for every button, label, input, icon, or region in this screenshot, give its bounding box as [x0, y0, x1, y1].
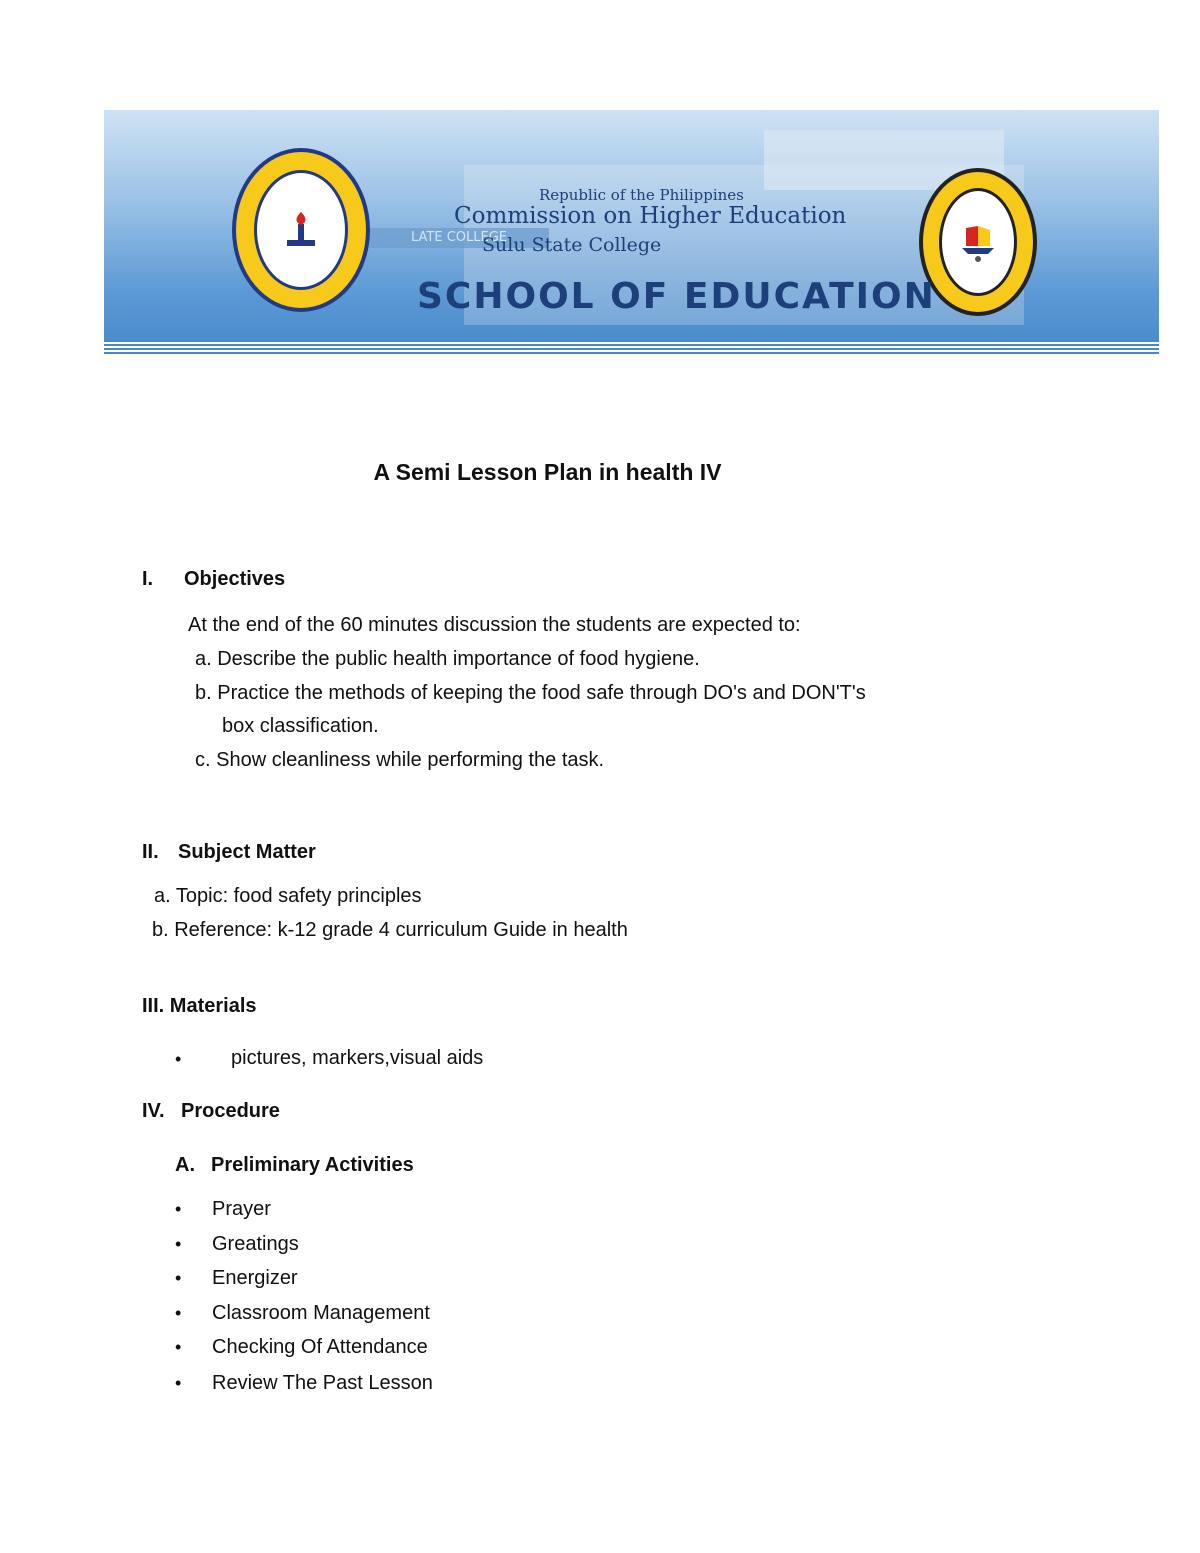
- header-banner: [104, 110, 1159, 342]
- objectives-heading-number: I.: [142, 568, 154, 590]
- bullet-icon: •: [175, 1337, 182, 1357]
- banner-college: Sulu State College: [482, 234, 662, 256]
- banner-commission: Commission on Higher Education: [454, 203, 847, 229]
- bullet-icon: •: [175, 1199, 182, 1219]
- bullet-icon: •: [175, 1303, 182, 1323]
- subject-matter-heading: Subject Matter: [178, 841, 316, 863]
- school-of-education-seal: [232, 148, 370, 312]
- document-title: A Semi Lesson Plan in health IV: [373, 459, 722, 485]
- banner-republic: Republic of the Philippines: [539, 186, 744, 204]
- preliminary-item: Greatings: [212, 1233, 299, 1255]
- sulu-state-college-seal: [919, 168, 1037, 316]
- preliminary-item: Prayer: [212, 1198, 271, 1220]
- preliminary-item: Energizer: [212, 1267, 298, 1289]
- vinta-boat-icon: [958, 222, 998, 262]
- seal-inner-ring: [254, 170, 348, 290]
- objective-item: b. Practice the methods of keeping the food safe through DO's and DON'T's: [195, 682, 866, 704]
- subject-matter-item: b. Reference: k-12 grade 4 curriculum Guide in health: [152, 919, 628, 941]
- subject-matter-heading-number: II.: [142, 841, 159, 863]
- objective-item: a. Describe the public health importance of food hygiene.: [195, 648, 700, 670]
- preliminary-item: Review The Past Lesson: [212, 1372, 433, 1394]
- objective-item-continuation: box classification.: [222, 715, 379, 737]
- banner-underline: [104, 340, 1159, 354]
- objectives-heading: Objectives: [184, 568, 286, 590]
- preliminary-heading-number: A.: [175, 1154, 195, 1176]
- preliminary-heading: Preliminary Activities: [211, 1154, 414, 1176]
- torch-icon: [281, 210, 321, 250]
- objective-item: c. Show cleanliness while performing the task.: [195, 749, 605, 771]
- subject-matter-item: a. Topic: food safety principles: [154, 885, 422, 907]
- banner-school: SCHOOL OF EDUCATION: [417, 276, 936, 317]
- procedure-heading: Procedure: [181, 1100, 280, 1122]
- bullet-icon: •: [175, 1049, 182, 1069]
- preliminary-item: Checking Of Attendance: [212, 1336, 428, 1358]
- objectives-intro: At the end of the 60 minutes discussion the students are expected to:: [188, 614, 801, 636]
- materials-heading: III. Materials: [142, 995, 257, 1017]
- seal-inner-ring: [939, 188, 1017, 296]
- preliminary-item: Classroom Management: [212, 1302, 430, 1324]
- bullet-icon: •: [175, 1268, 182, 1288]
- bullet-icon: •: [175, 1234, 182, 1254]
- materials-item: pictures, markers,visual aids: [231, 1047, 484, 1069]
- procedure-heading-number: IV.: [142, 1100, 165, 1122]
- bullet-icon: •: [175, 1373, 182, 1393]
- building-sign: LATE COLLEGE: [369, 228, 549, 248]
